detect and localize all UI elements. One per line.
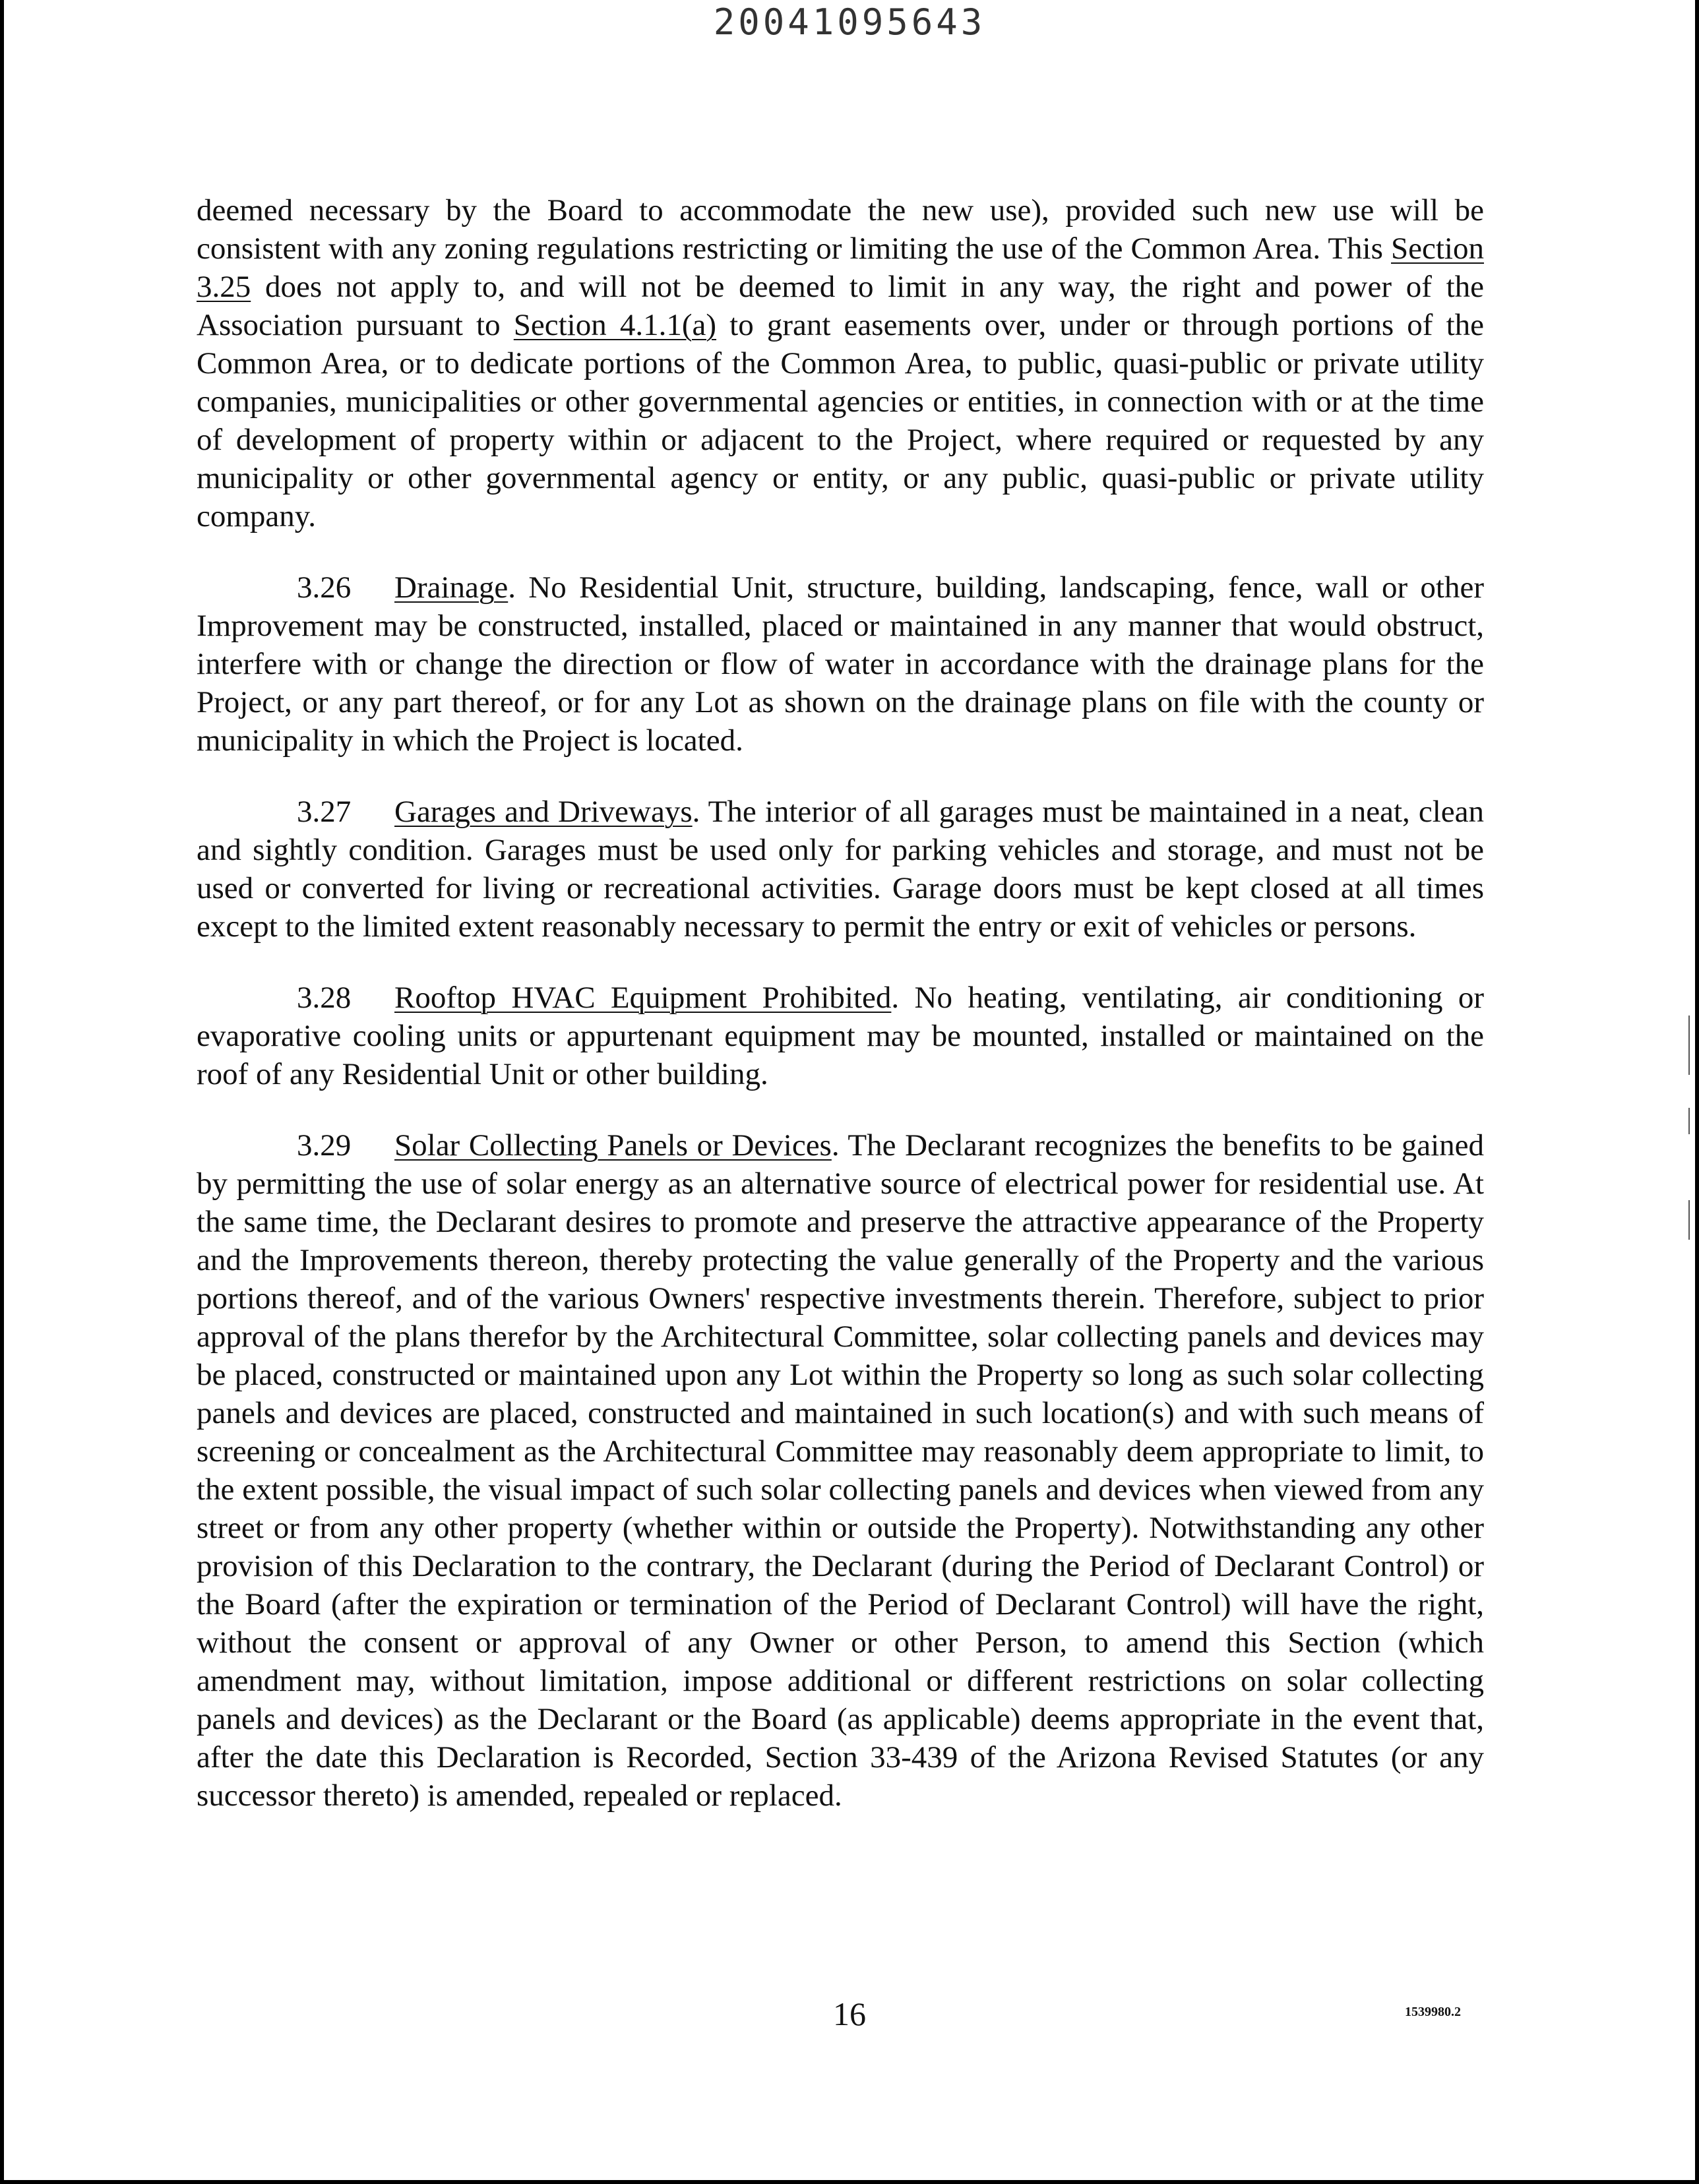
section-number: 3.27 [297,795,352,829]
scan-edge-mark [1688,1108,1690,1134]
paragraph-text: deemed necessary by the Board to accommodate the new use), provided such new use will be consistent with any zoning regulations restricting or limiting the use of the Common Area. This [197,193,1484,266]
section-3-27 [197,793,1484,946]
section-text: . No Residential Unit, structure, building, landscaping, fence, wall or other Improvement may be constructed, installed, placed or maintained in any manner that would obstruct, interfere with or change the direction or flow of water in accordance with the drainage plans for the Project, or any part thereof, or for any Lot as shown on the drainage plans on file with the county or municipality in which the Project is located. [197,570,1484,758]
section-title: Drainage [394,570,509,605]
section-3-26 [197,568,1484,760]
section-title: Garages and Driveways [394,795,693,829]
continued-paragraph [197,191,1484,535]
section-text: . The Declarant recognizes the benefits to be gained by permitting the use of solar energy as an alternative source of electrical power for residential use. At the same time, the Declarant desires to promote and preserve the attractive appearance of the Property and the Improvements thereon, thereby protecting the value generally of the Property and the various portions thereof, and of the various Owners' respective investments therein. Therefore, subject to prior approval of the plans therefor by the Architectural Committee, solar collecting panels and devices may be placed, constructed or maintained upon any Lot within the Property so long as such solar collecting panels and devices are placed, constructed and maintained in such location(s) and with such means of screening or concealment as the Architectural Committee may reasonably deem appropriate to limit, to the extent possible, the visual impact of such solar collecting panels and devices when viewed from any street or from any other property (whether within or outside the Property). Notwithstanding any other provision of this Declaration to the contrary, the Declarant (during the Period of Declarant Control) or the Board (after the expiration or termination of the Period of Declarant Control) will have the right, without the consent or approval of any Owner or other Person, to amend this Section (which amendment may, without limitation, impose additional or different restrictions on solar collecting panels and devices) as the Declarant or the Board (as applicable) deems appropriate in the event that, after the date this Declaration is Recorded, Section 33-439 of the Arizona Revised Statutes (or any successor thereto) is amended, repealed or replaced. [197,1128,1484,1813]
section-reference-3-25: Section 3.25 [197,231,1484,304]
section-title: Solar Collecting Panels or Devices [394,1128,832,1163]
document-body [197,191,1484,1848]
section-text: . No heating, ventilating, air conditioning or evaporative cooling units or appurtenant equipment may be mounted, installed or maintained on the roof of any Residential Unit or other building. [197,981,1484,1091]
section-3-28 [197,979,1484,1093]
section-number: 3.26 [297,570,352,605]
scan-edge-mark [1688,1016,1690,1075]
section-text: . The interior of all garages must be maintained in a neat, clean and sightly condition. Garages must be used only for parking vehicles and storage, and must not be used or converted for living or recreational activities. Garage doors must be kept closed at all times except to the limited extent reasonably necessary to permit the entry or exit of vehicles or persons. [197,795,1484,944]
page-number: 16 [833,1995,866,2032]
section-number: 3.28 [297,981,352,1015]
scan-edge-mark [1688,1200,1690,1240]
section-title: Rooftop HVAC Equipment Prohibited [394,981,892,1015]
recording-number: 20041095643 [713,1,986,43]
document-id: 1539980.2 [1405,2005,1461,2019]
paragraph-text: does not apply to, and will not be deemed to limit in any way, the right and power of the Association pursuant to [197,270,1484,342]
section-reference-4-1-1a: Section 4.1.1(a) [513,308,717,342]
section-number: 3.29 [297,1128,352,1163]
paragraph-text: to grant easements over, under or through portions of the Common Area, or to dedicate portions of the Common Area, to public, quasi-public or private utility companies, municipalities or other governmental agencies or entities, in connection with or at the time of development of property within or adjacent to the Project, where required or requested by any municipality or other governmental agency or entity, or any public, quasi-public or private utility company. [197,308,1485,533]
section-3-29 [197,1126,1484,1815]
